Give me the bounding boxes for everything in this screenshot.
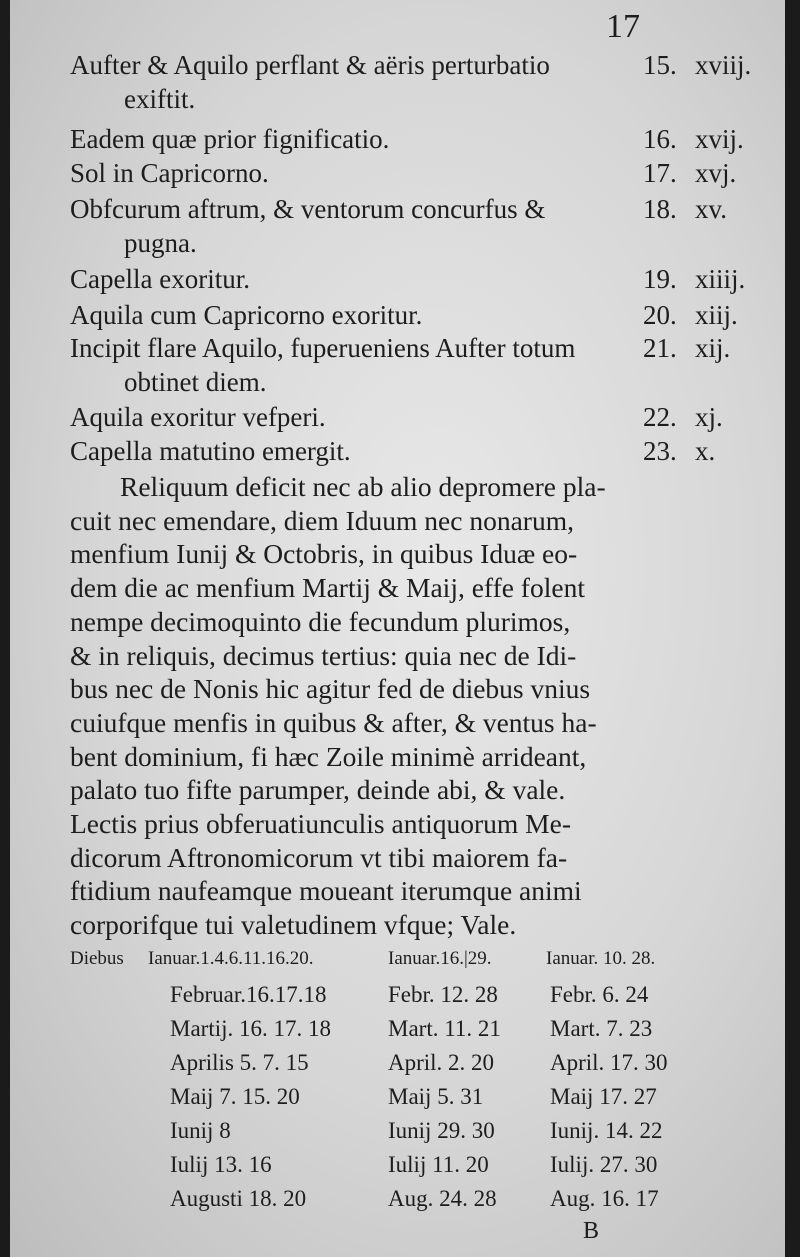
entry-roman: xviij. [695, 50, 752, 80]
dates-row [70, 1186, 770, 1220]
dates-cell: Augusti 18. 20 [170, 1186, 307, 1211]
paragraph-line: Lectis prius obferuatiunculis antiquorum Me- [70, 808, 571, 840]
paragraph-line: nempe decimoquinto die fecundum plurimos, [70, 605, 571, 637]
entry-day: 22. [643, 402, 677, 432]
dates-label: Diebus [70, 948, 124, 969]
body-paragraph [70, 470, 755, 942]
page-number: 17 [606, 8, 640, 45]
paragraph-line: corporifque tui valetudinem vfque; Vale. [70, 909, 517, 941]
dates-row [70, 1152, 770, 1186]
dates-cell: Febr. 12. 28 [388, 982, 498, 1007]
dates-table [70, 948, 770, 1220]
entry-day: 21. [643, 333, 677, 363]
paragraph-line: palato tuo fifte parumper, deinde abi, & vale. [70, 774, 566, 806]
calendar-entry [70, 331, 760, 399]
paragraph-line: dicorum Aftronomicorum vt tibi maiorem fa- [70, 841, 568, 873]
entry-text: Sol in Capricorno. [70, 158, 269, 188]
calendar-entry [70, 156, 760, 190]
dates-cell: Ianuar.1.4.6.11.16.20. [148, 948, 314, 969]
entry-text: Capella exoritur. [70, 264, 250, 294]
entry-day: 19. [643, 264, 677, 294]
entry-roman: xiiij. [695, 264, 746, 294]
paragraph-line: dem die ac menfium Martij & Maij, effe folent [70, 572, 585, 604]
entry-day: 17. [643, 158, 677, 188]
paragraph-line: Reliquum deficit nec ab alio depromere pla- [120, 471, 606, 502]
entry-roman: xiij. [695, 300, 738, 330]
dates-cell: Iunij 29. 30 [388, 1118, 495, 1143]
dates-cell: Iulij 13. 16 [170, 1152, 272, 1177]
dates-cell: Aug. 24. 28 [388, 1186, 497, 1211]
paragraph-line: bus nec de Nonis hic agitur fed de diebus vnius [70, 673, 591, 705]
entry-roman: xij. [695, 333, 731, 363]
dates-cell: Maij 17. 27 [550, 1084, 657, 1109]
dates-row [70, 1118, 770, 1152]
entry-text: Capella matutino emergit. [70, 436, 351, 466]
entry-continuation: pugna. [124, 228, 197, 258]
entry-text: Eadem quæ prior fignificatio. [70, 124, 390, 154]
entry-roman: xvij. [695, 124, 744, 154]
calendar-entry [70, 298, 760, 332]
dates-cell: Iulij 11. 20 [388, 1152, 489, 1177]
dates-cell: Febr. 6. 24 [550, 982, 649, 1007]
calendar-entry [70, 400, 760, 434]
dates-row [70, 982, 770, 1016]
dates-cell: Maij 7. 15. 20 [170, 1084, 300, 1109]
dates-cell: Aug. 16. 17 [550, 1186, 659, 1211]
entry-day: 18. [643, 194, 677, 224]
signature-mark: B [583, 1218, 600, 1244]
entry-roman: xj. [695, 402, 723, 432]
entry-continuation: obtinet diem. [124, 367, 267, 397]
calendar-entry [70, 48, 760, 116]
paragraph-line: menfium Iunij & Octobris, in quibus Iduæ eo- [70, 538, 578, 570]
entry-roman: x. [695, 436, 716, 466]
dates-cell: April. 17. 30 [550, 1050, 668, 1075]
paragraph-line: ftidium naufeamque moueant iterumque animi [70, 875, 582, 907]
dates-cell: Ianuar. 10. 28. [546, 948, 656, 969]
dates-cell: Martij. 16. 17. 18 [170, 1016, 331, 1041]
calendar-entry [70, 434, 760, 468]
dates-row [70, 1084, 770, 1118]
entry-day: 20. [643, 300, 677, 330]
dates-cell: Maij 5. 31 [388, 1084, 484, 1109]
entry-text: Aquila exoritur vefperi. [70, 402, 326, 432]
calendar-entry [70, 122, 760, 156]
dates-cell: Iunij 8 [170, 1118, 231, 1143]
dates-cell: Iunij. 14. 22 [550, 1118, 663, 1143]
calendar-entry [70, 262, 760, 296]
entry-day: 15. [643, 50, 677, 80]
dates-cell: April. 2. 20 [388, 1050, 495, 1075]
dates-cell: Ianuar.16.|29. [388, 948, 492, 969]
dates-row [70, 948, 770, 982]
dates-cell: Iulij. 27. 30 [550, 1152, 658, 1177]
entry-day: 16. [643, 124, 677, 154]
entry-text: Incipit flare Aquilo, fuperueniens Aufter totum [70, 333, 576, 363]
entry-continuation: exiftit. [124, 84, 196, 114]
paragraph-line: cuit nec emendare, diem Iduum nec nonarum, [70, 504, 574, 536]
entry-text: Aufter & Aquilo perflant & aëris perturbatio [70, 50, 550, 80]
calendar-entry [70, 192, 760, 260]
dates-cell: Februar.16.17.18 [170, 982, 327, 1007]
paragraph-line: & in reliquis, decimus tertius: quia nec de Idi- [70, 639, 577, 671]
dates-row [70, 1016, 770, 1050]
paragraph-line: cuiufque menfis in quibus & after, & ventus ha- [70, 706, 597, 738]
entry-text: Aquila cum Capricorno exoritur. [70, 300, 423, 330]
dates-cell: Mart. 7. 23 [550, 1016, 653, 1041]
dates-cell: Mart. 11. 21 [388, 1016, 501, 1041]
dates-row [70, 1050, 770, 1084]
book-page [10, 0, 785, 1257]
entry-text: Obfcurum aftrum, & ventorum concurfus & [70, 194, 546, 224]
entry-day: 23. [643, 436, 677, 466]
dates-cell: Aprilis 5. 7. 15 [170, 1050, 309, 1075]
entry-roman: xv. [695, 194, 727, 224]
paragraph-line: bent dominium, fi hæc Zoile minimè arrideant, [70, 740, 587, 772]
entry-roman: xvj. [695, 158, 737, 188]
